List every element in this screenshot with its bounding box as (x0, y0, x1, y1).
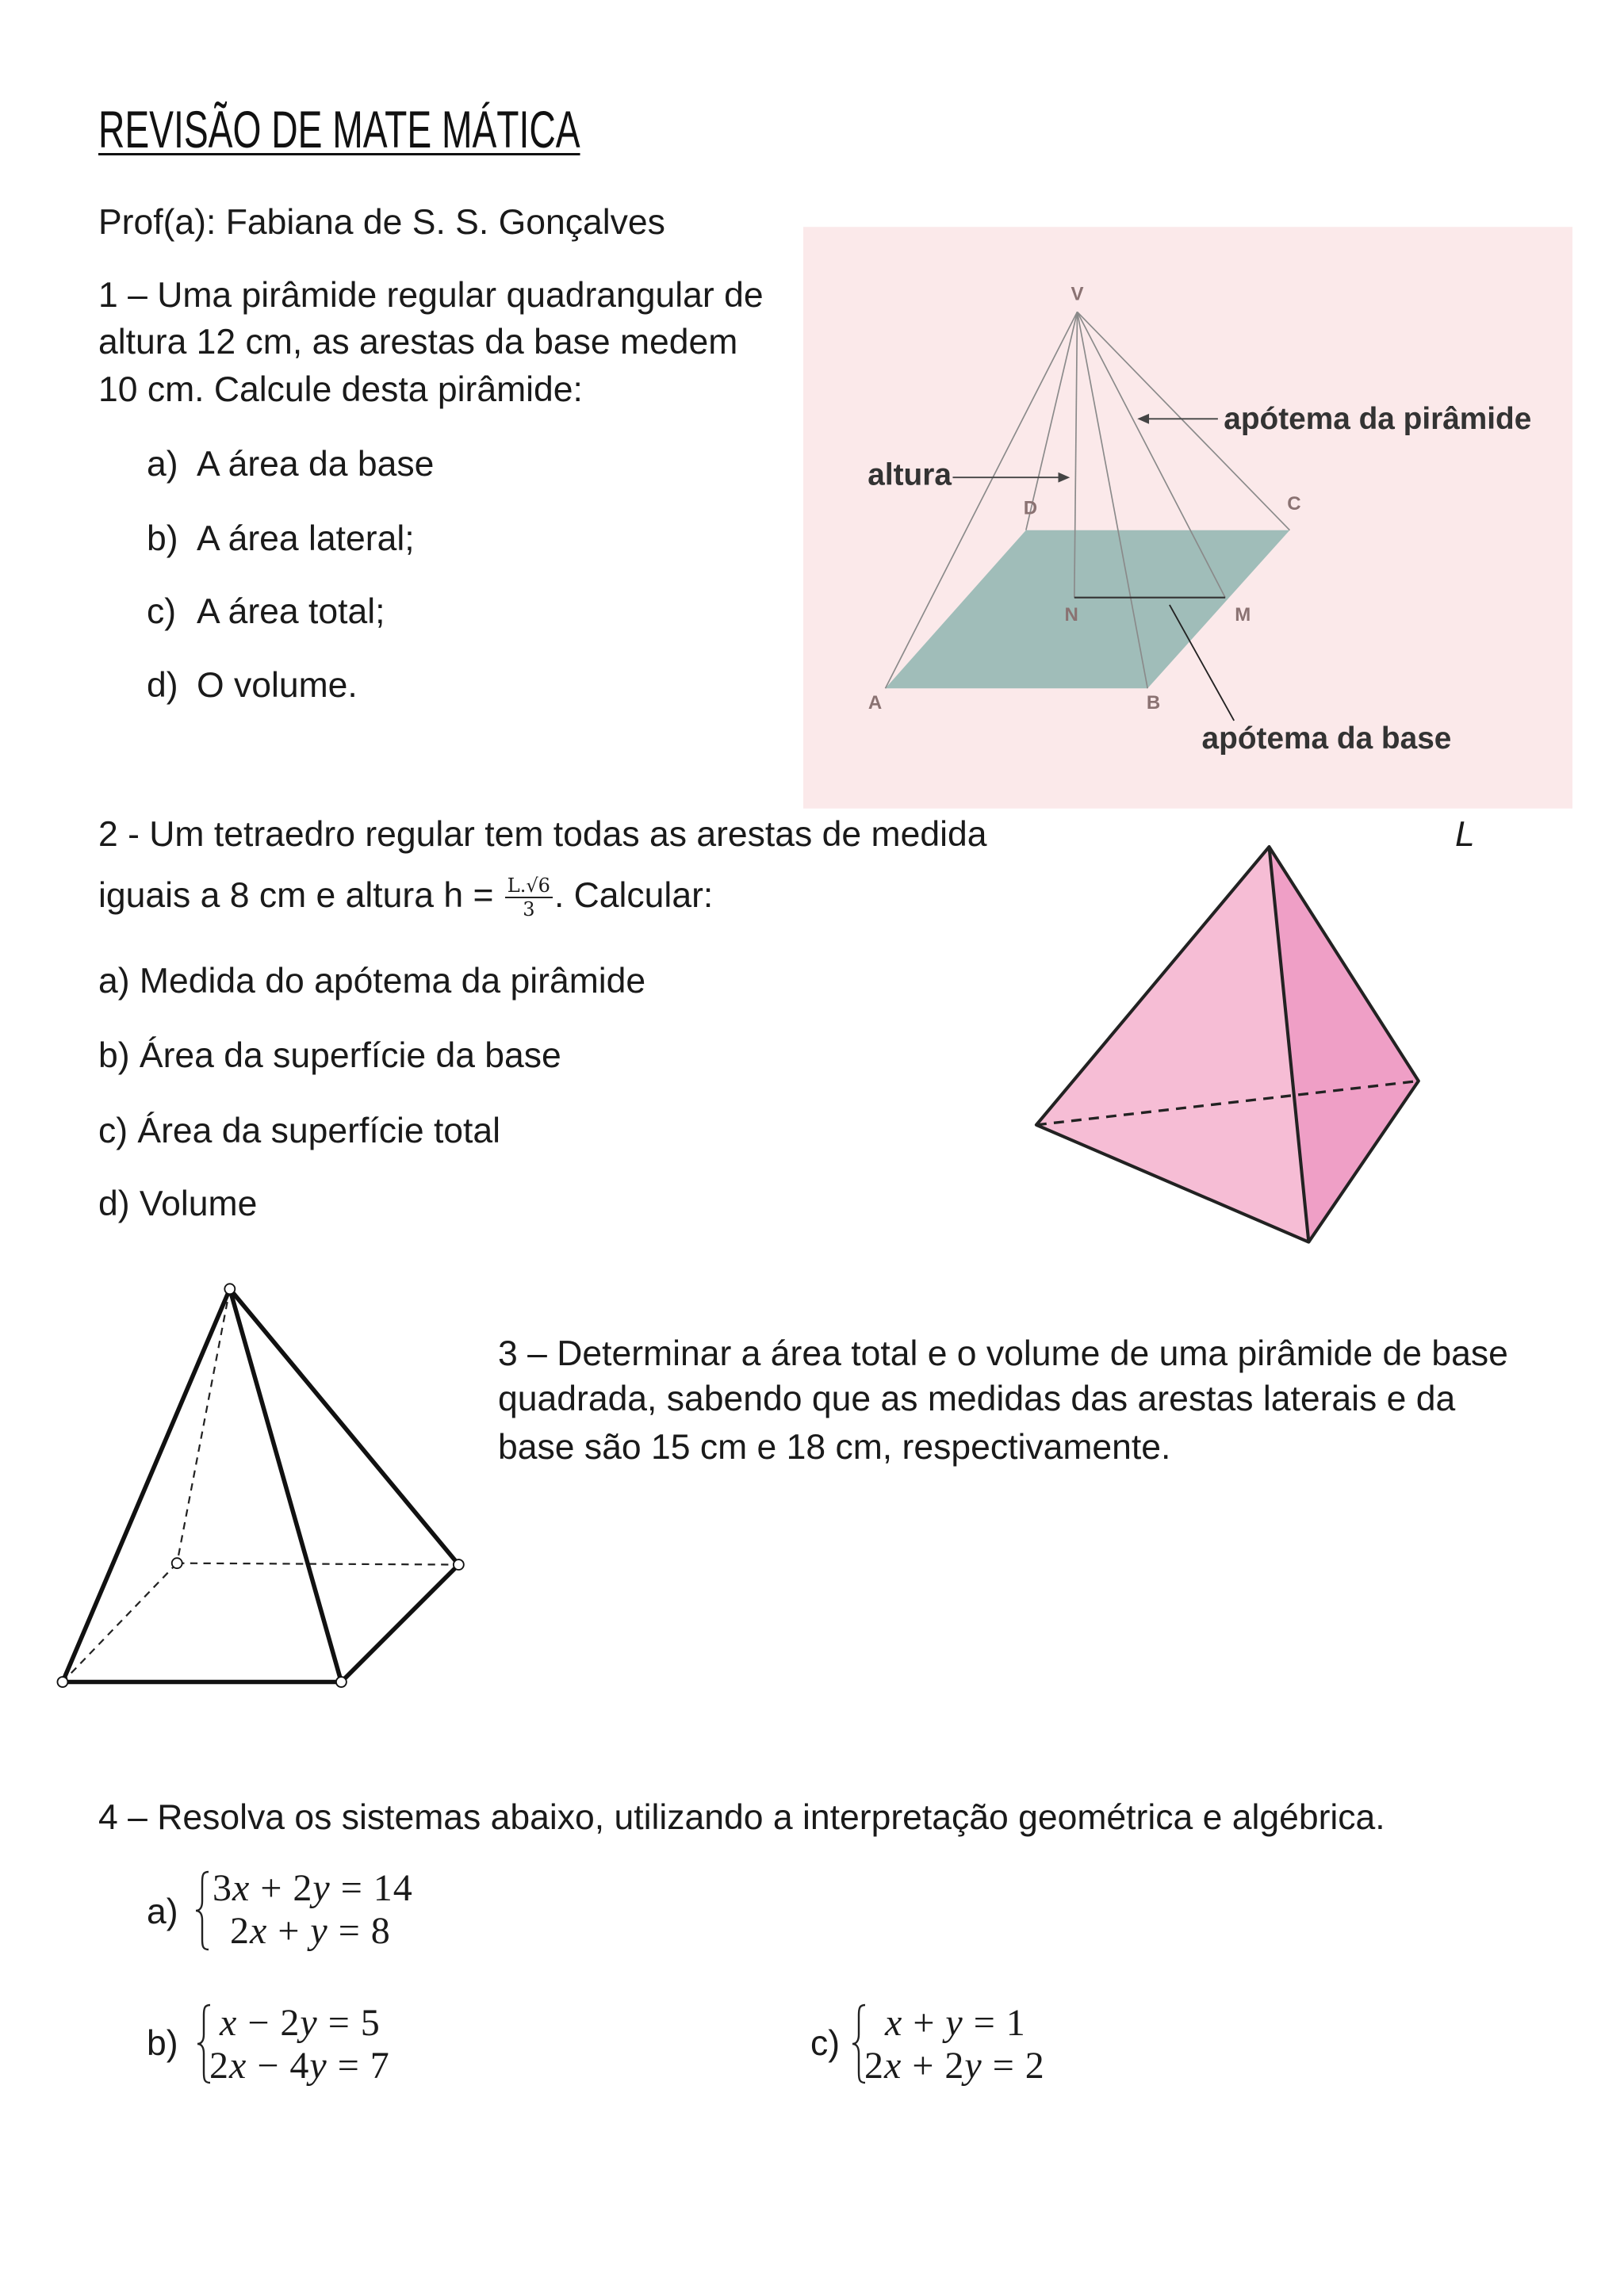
equation: 3x + 2y = 14 (213, 1867, 413, 1909)
fraction-denominator: 3 (523, 898, 535, 920)
line-2-suffix: . Calcular: (553, 875, 714, 915)
hidden-edge (177, 1563, 458, 1565)
vertex-point (336, 1677, 347, 1687)
brace-path (197, 2005, 210, 2083)
vertex-label-v: V (1071, 283, 1084, 305)
vertex-label-m: M (1235, 604, 1251, 626)
math-variable: y (310, 1910, 328, 1952)
question-3-line: quadrada, sabendo que as medidas das arestas laterais e da (498, 1380, 1456, 1418)
system-label: c) (810, 2024, 841, 2063)
vertex-point (172, 1558, 182, 1568)
tetrahedron-diagram (1026, 835, 1436, 1260)
vertex-label-n: N (1064, 604, 1078, 626)
teacher-name: Prof(a): Fabiana de S. S. Gonçalves (98, 203, 665, 242)
question-1-line: altura 12 cm, as arestas da base medem (98, 323, 738, 362)
question-2-line: 2 - Um tetraedro regular tem todas as arestas de medida (98, 815, 987, 854)
vertex-point (454, 1559, 464, 1570)
line-2-prefix: iguais a 8 cm e altura h = (98, 875, 504, 915)
question-3-line: 3 – Determinar a área total e o volume de uma pirâmide de base (498, 1334, 1508, 1373)
pyramid-diagram (803, 227, 1572, 809)
vertex-point (224, 1284, 235, 1294)
visible-edge (230, 1289, 459, 1565)
item-text: A área da base (197, 445, 435, 484)
question-3-line: base são 15 cm e 18 cm, respectivamente. (498, 1428, 1171, 1467)
left-brace-icon (193, 1869, 211, 1952)
item-letter: b) (147, 519, 178, 558)
visible-edge (63, 1289, 230, 1682)
fraction-numerator: L.√6 (505, 874, 553, 898)
worksheet-title: REVISÃO DE MATE MÁTICA (98, 100, 580, 159)
visible-edge (230, 1289, 342, 1682)
question-2-item: c) Área da superfície total (98, 1112, 501, 1150)
math-variable: y (312, 1867, 331, 1909)
math-variable: y (964, 2045, 982, 2087)
math-variable: y (300, 2002, 318, 2044)
question-1-line: 1 – Uma pirâmide regular quadrangular de (98, 276, 764, 315)
vertex-label-d: D (1023, 497, 1038, 519)
square-pyramid-diagram (52, 1277, 472, 1697)
item-text: A área total; (197, 592, 385, 631)
equation: 2x + y = 8 (230, 1910, 391, 1952)
diagram-background (803, 227, 1572, 809)
brace-path (196, 1872, 209, 1950)
system-label: b) (147, 2024, 178, 2063)
vertex-label-c: C (1287, 492, 1301, 515)
apothem-pyramid-label: apótema da pirâmide (1224, 402, 1532, 437)
hidden-edge (177, 1289, 230, 1563)
system-label: a) (147, 1892, 178, 1931)
math-variable: y (309, 2045, 327, 2087)
vertex-label-a: A (868, 692, 883, 714)
math-variable: y (945, 2002, 963, 2044)
equation: x + y = 1 (885, 2002, 1026, 2044)
height-label: altura (868, 457, 952, 492)
equation: x − 2y = 5 (220, 2002, 381, 2044)
question-2-line (98, 874, 713, 920)
vertex-points (57, 1284, 463, 1687)
vertex-point (57, 1677, 67, 1687)
item-letter: a) (147, 445, 178, 484)
math-variable: x (232, 1867, 251, 1909)
question-1-line: 10 cm. Calcule desta pirâmide: (98, 370, 583, 409)
math-variable: x (229, 2045, 247, 2087)
item-letter: c) (147, 592, 177, 631)
vertex-label-b: B (1146, 692, 1161, 714)
math-variable: x (220, 2002, 238, 2044)
visible-edges (63, 1289, 458, 1682)
item-text: A área lateral; (197, 519, 415, 558)
question-2-item: b) Área da superfície da base (98, 1036, 561, 1075)
equation: 2x − 4y = 7 (209, 2045, 390, 2087)
question-2-item: d) Volume (98, 1184, 258, 1223)
edge-symbol: L (1455, 815, 1475, 854)
height-fraction (505, 874, 553, 920)
brace-path (852, 2005, 865, 2083)
item-letter: d) (147, 666, 178, 705)
apothem-base-label: apótema da base (1201, 721, 1452, 756)
item-text: O volume. (197, 666, 358, 705)
visible-edge (341, 1565, 458, 1682)
question-4-statement: 4 – Resolva os sistemas abaixo, utilizando a interpretação geométrica e algébrica. (98, 1798, 1385, 1837)
math-variable: x (250, 1910, 268, 1952)
hidden-edge (63, 1563, 177, 1682)
equation: 2x + 2y = 2 (864, 2045, 1045, 2087)
math-variable: x (884, 2045, 902, 2087)
question-2-item: a) Medida do apótema da pirâmide (98, 962, 646, 1001)
math-variable: x (885, 2002, 903, 2044)
